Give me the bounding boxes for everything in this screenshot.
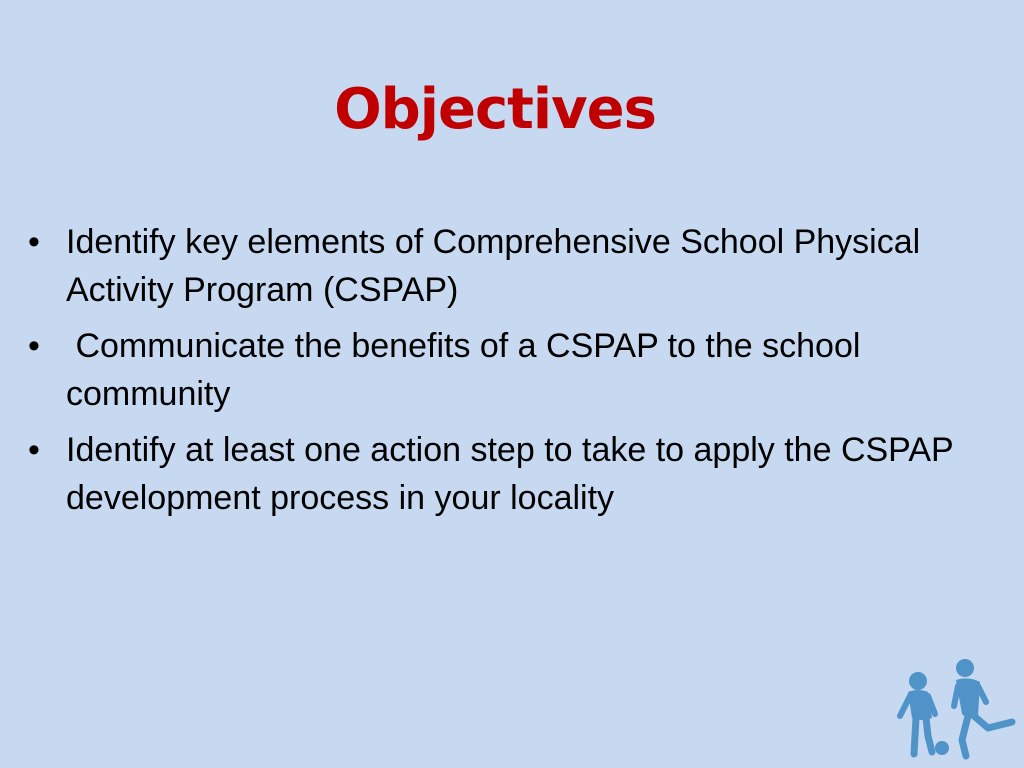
objective-text-3: Identify at least one action step to take to apply the CSPAP development process in your locality — [66, 431, 954, 517]
slide-title: Objectives — [334, 77, 656, 142]
objective-item-3 — [28, 426, 988, 522]
objective-text-1: Identify key elements of Comprehensive School Physical Activity Program (CSPAP) — [66, 223, 921, 309]
objective-item-1 — [28, 218, 988, 314]
objective-text-2: Communicate the benefits of a CSPAP to the school community — [66, 327, 870, 413]
objectives-list — [28, 218, 988, 530]
bullet-marker: • — [28, 327, 40, 365]
children-playing-soccer-icon — [888, 656, 1018, 764]
objective-item-2 — [28, 322, 988, 418]
bullet-marker: • — [28, 223, 40, 261]
bullet-marker: • — [28, 431, 40, 469]
